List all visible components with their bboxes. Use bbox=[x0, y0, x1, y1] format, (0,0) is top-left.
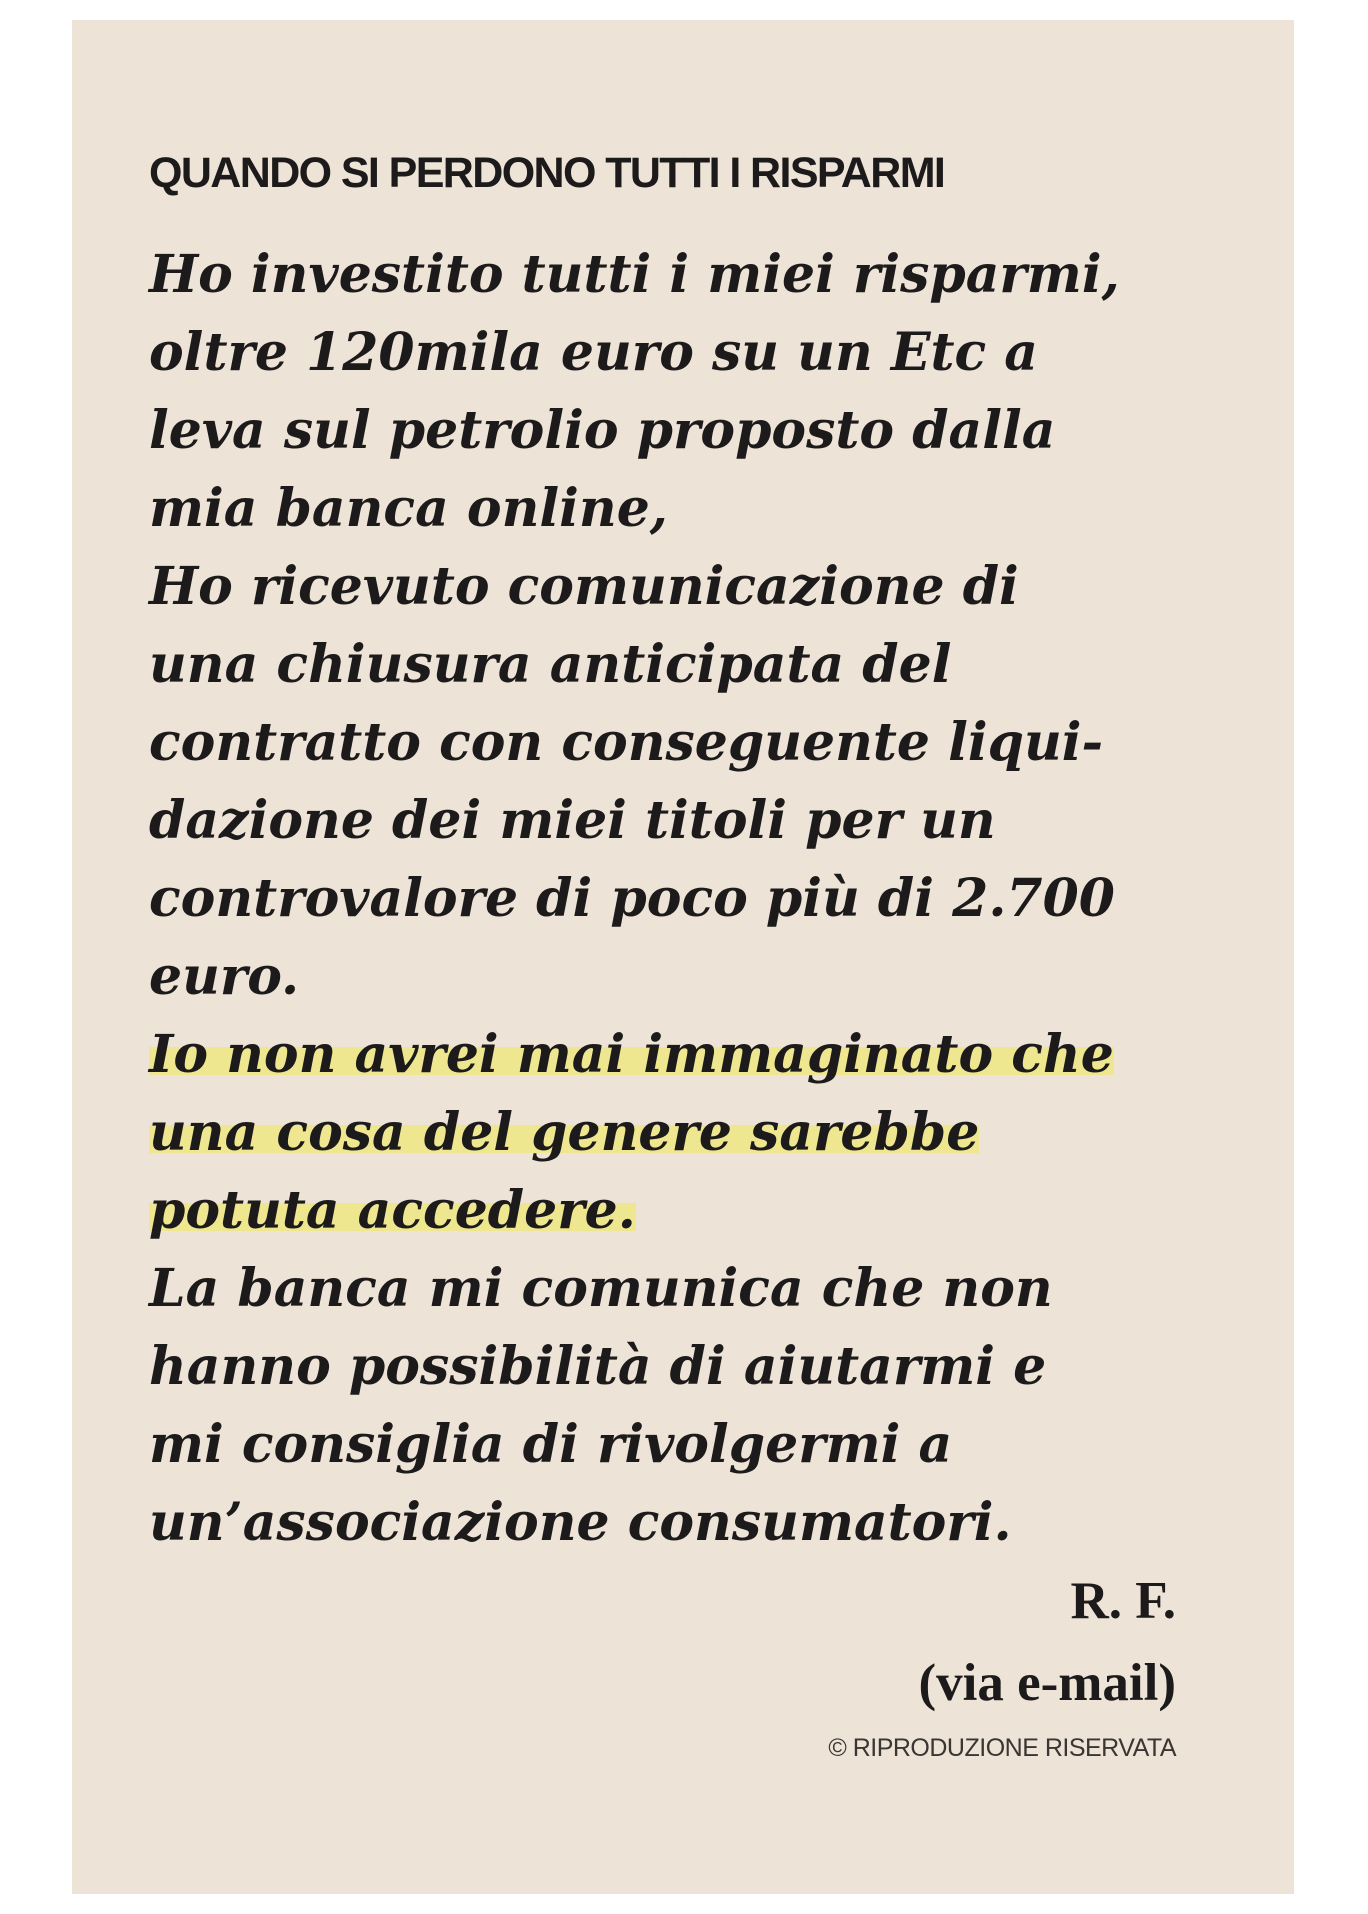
highlighted-text: Io non avrei mai immaginato che bbox=[149, 1024, 1114, 1085]
body-line: hanno possibilità di aiutarmi e bbox=[149, 1336, 1047, 1397]
headline: QUANDO SI PERDONO TUTTI I RISPARMI bbox=[149, 149, 945, 197]
body-line: mi consiglia di rivolgermi a bbox=[149, 1414, 953, 1475]
body-line: Ho investito tutti i miei risparmi, bbox=[149, 244, 1120, 305]
signature bbox=[918, 1560, 1176, 1724]
letter-body bbox=[149, 236, 1249, 1562]
body-line: un’associazione consumatori. bbox=[149, 1492, 1012, 1553]
highlighted-line bbox=[149, 1172, 1249, 1250]
body-line: dazione dei miei titoli per un bbox=[149, 790, 996, 851]
body-line: euro. bbox=[149, 946, 300, 1007]
highlighted-line bbox=[149, 1016, 1249, 1094]
signature-source: (via e-mail) bbox=[918, 1654, 1176, 1712]
body-line: contratto con conseguente liqui- bbox=[149, 712, 1104, 773]
newspaper-clipping bbox=[72, 20, 1294, 1894]
highlighted-line bbox=[149, 1094, 1249, 1172]
signature-name: R. F. bbox=[1070, 1572, 1176, 1630]
body-line: oltre 120mila euro su un Etc a bbox=[149, 322, 1039, 383]
body-line: mia banca online, bbox=[149, 478, 668, 539]
body-line: controvalore di poco più di 2.700 bbox=[149, 868, 1115, 929]
copyright-notice: © RIPRODUZIONE RISERVATA bbox=[828, 1734, 1176, 1762]
body-line: Ho ricevuto comunicazione di bbox=[149, 556, 1019, 617]
highlighted-text: una cosa del genere sarebbe bbox=[149, 1102, 980, 1163]
body-line: La banca mi comunica che non bbox=[149, 1258, 1053, 1319]
body-line: leva sul petrolio proposto dalla bbox=[149, 400, 1056, 461]
highlighted-text: potuta accedere. bbox=[149, 1180, 636, 1241]
body-line: una chiusura anticipata del bbox=[149, 634, 952, 695]
